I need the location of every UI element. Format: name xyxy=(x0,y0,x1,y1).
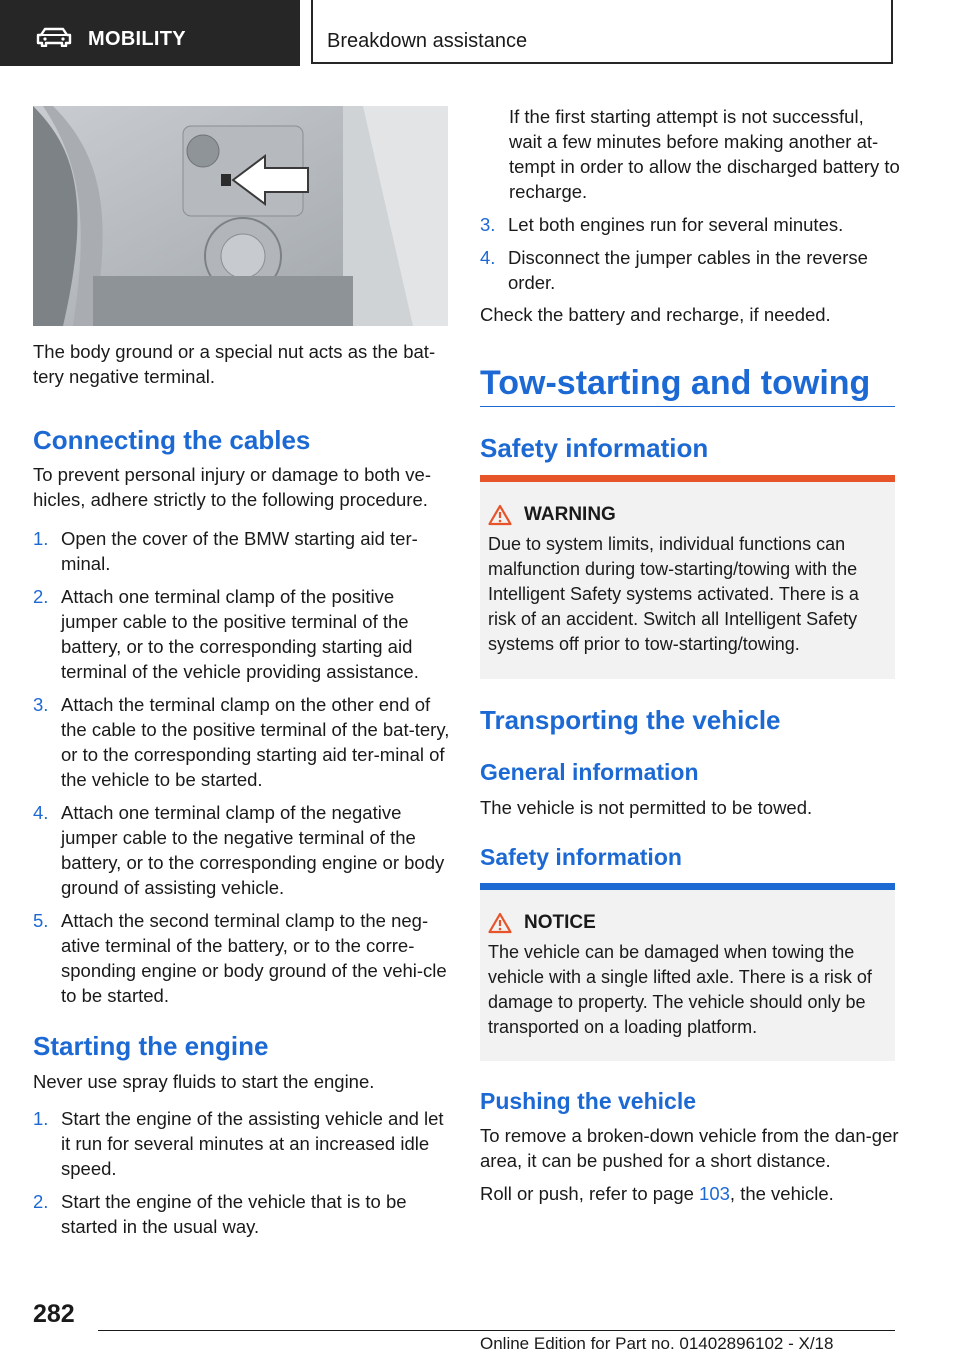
step-text: Start the engine of the vehicle that is to be started in the usual way. xyxy=(61,1191,407,1237)
engine-bay-photo xyxy=(33,106,448,326)
edition-text: Online Edition for Part no. 01402896102 - X/18 xyxy=(480,1334,834,1353)
notice-body: The vehicle can be damaged when towing the vehicle with a single lifted axle. There is a risk of damage to property. The vehicle should only be transported on a loading platform. xyxy=(488,942,872,1037)
car-icon xyxy=(36,27,72,47)
roll-prefix: Roll or push, refer to page xyxy=(480,1183,700,1204)
connecting-intro: To prevent personal injury or damage to both ve-hicles, adhere strictly to the following procedure. xyxy=(33,464,431,510)
step-text: Disconnect the jumper cables in the reverse order. xyxy=(508,247,868,293)
notice-bar xyxy=(480,883,895,890)
page-header xyxy=(0,0,960,66)
list-item xyxy=(33,800,453,900)
section-tab[interactable] xyxy=(0,0,300,66)
step-number: 4. xyxy=(33,802,49,823)
starting-steps xyxy=(33,1106,453,1247)
notice-box xyxy=(480,883,895,1061)
step-text: Open the cover of the BMW starting aid ter-minal. xyxy=(61,528,418,574)
step-number: 2. xyxy=(33,1191,49,1212)
list-item xyxy=(33,526,453,576)
warning-title-text: WARNING xyxy=(524,504,616,525)
safety-heading: Safety information xyxy=(480,433,709,463)
step-number: 1. xyxy=(33,1108,49,1129)
pushing-heading: Pushing the vehicle xyxy=(480,1088,696,1114)
notice-triangle-icon xyxy=(488,912,512,934)
warning-box xyxy=(480,475,895,679)
step-number: 2. xyxy=(33,586,49,607)
chapter-label: Breakdown assistance xyxy=(327,30,528,52)
list-item xyxy=(33,908,453,1008)
tow-starting-heading: Tow-starting and towing xyxy=(480,364,871,402)
step-text: Attach one terminal clamp of the positive jumper cable to the positive terminal of the battery, or to the corresponding starting aid terminal of the vehicle providing assistance. xyxy=(61,586,419,682)
starting-intro: Never use spray fluids to start the engine. xyxy=(33,1071,375,1092)
continued-text: If the first starting attempt is not successful, wait a few minutes before making another at-tempt in order to allow the discharged battery to recharge. xyxy=(509,106,900,202)
list-item xyxy=(480,245,900,295)
list-item xyxy=(33,584,453,684)
roll-suffix: , the vehicle. xyxy=(729,1183,834,1204)
step-number: 5. xyxy=(33,910,49,931)
connecting-heading: Connecting the cables xyxy=(33,425,311,455)
step-text: Let both engines run for several minutes. xyxy=(508,214,844,235)
footer-rule xyxy=(98,1330,895,1331)
right-steps xyxy=(480,212,900,303)
list-item xyxy=(480,212,900,237)
notice-title-text: NOTICE xyxy=(524,912,596,933)
check-text: Check the battery and recharge, if needed. xyxy=(480,304,831,325)
step-text: Attach one terminal clamp of the negative jumper cable to the negative terminal of the battery, or to the corresponding engine or body ground of assisting vehicle. xyxy=(61,802,445,898)
step-text: Attach the second terminal clamp to the neg-ative terminal of the battery, or to the corre-sponding engine or body ground of the vehi-cle to be started. xyxy=(61,910,447,1006)
page-reference-link[interactable]: 103 xyxy=(699,1183,730,1204)
page-number: 282 xyxy=(33,1300,75,1328)
transport-heading: Transporting the vehicle xyxy=(480,705,781,735)
heading-rule xyxy=(480,406,895,407)
list-item xyxy=(33,692,453,792)
safety-heading-2: Safety information xyxy=(480,844,682,870)
roll-text xyxy=(480,1181,900,1206)
photo-caption: The body ground or a special nut acts as the bat- tery negative terminal. xyxy=(33,341,436,387)
step-number: 4. xyxy=(480,247,496,268)
step-number: 3. xyxy=(33,694,49,715)
warning-title xyxy=(488,504,895,526)
general-heading: General information xyxy=(480,759,699,785)
chapter-tab[interactable] xyxy=(311,0,893,64)
connecting-steps xyxy=(33,526,453,1016)
step-text: Attach the terminal clamp on the other end of the cable to the positive terminal of the bat-tery, or to the corresponding starting aid ter-minal of the vehicle to be started. xyxy=(61,694,450,790)
warning-triangle-icon xyxy=(488,504,512,526)
step-text: Start the engine of the assisting vehicle and let it run for several minutes at an increased idle speed. xyxy=(61,1108,444,1179)
pushing-text: To remove a broken-down vehicle from the dan-ger area, it can be pushed for a short distance. xyxy=(480,1125,899,1171)
notice-title xyxy=(488,912,895,934)
step-number: 1. xyxy=(33,528,49,549)
starting-heading: Starting the engine xyxy=(33,1031,269,1061)
list-item xyxy=(33,1189,453,1239)
list-item xyxy=(33,1106,453,1181)
warning-bar xyxy=(480,475,895,482)
step-number: 3. xyxy=(480,214,496,235)
general-text: The vehicle is not permitted to be towed. xyxy=(480,797,813,818)
section-label: MOBILITY xyxy=(88,28,186,50)
warning-body: Due to system limits, individual functions can malfunction during tow-starting/towing with the Intelligent Safety systems activated. There is a risk of an accident. Switch all Intelligent Safety systems off prior to tow-starting/towing. xyxy=(488,534,859,654)
